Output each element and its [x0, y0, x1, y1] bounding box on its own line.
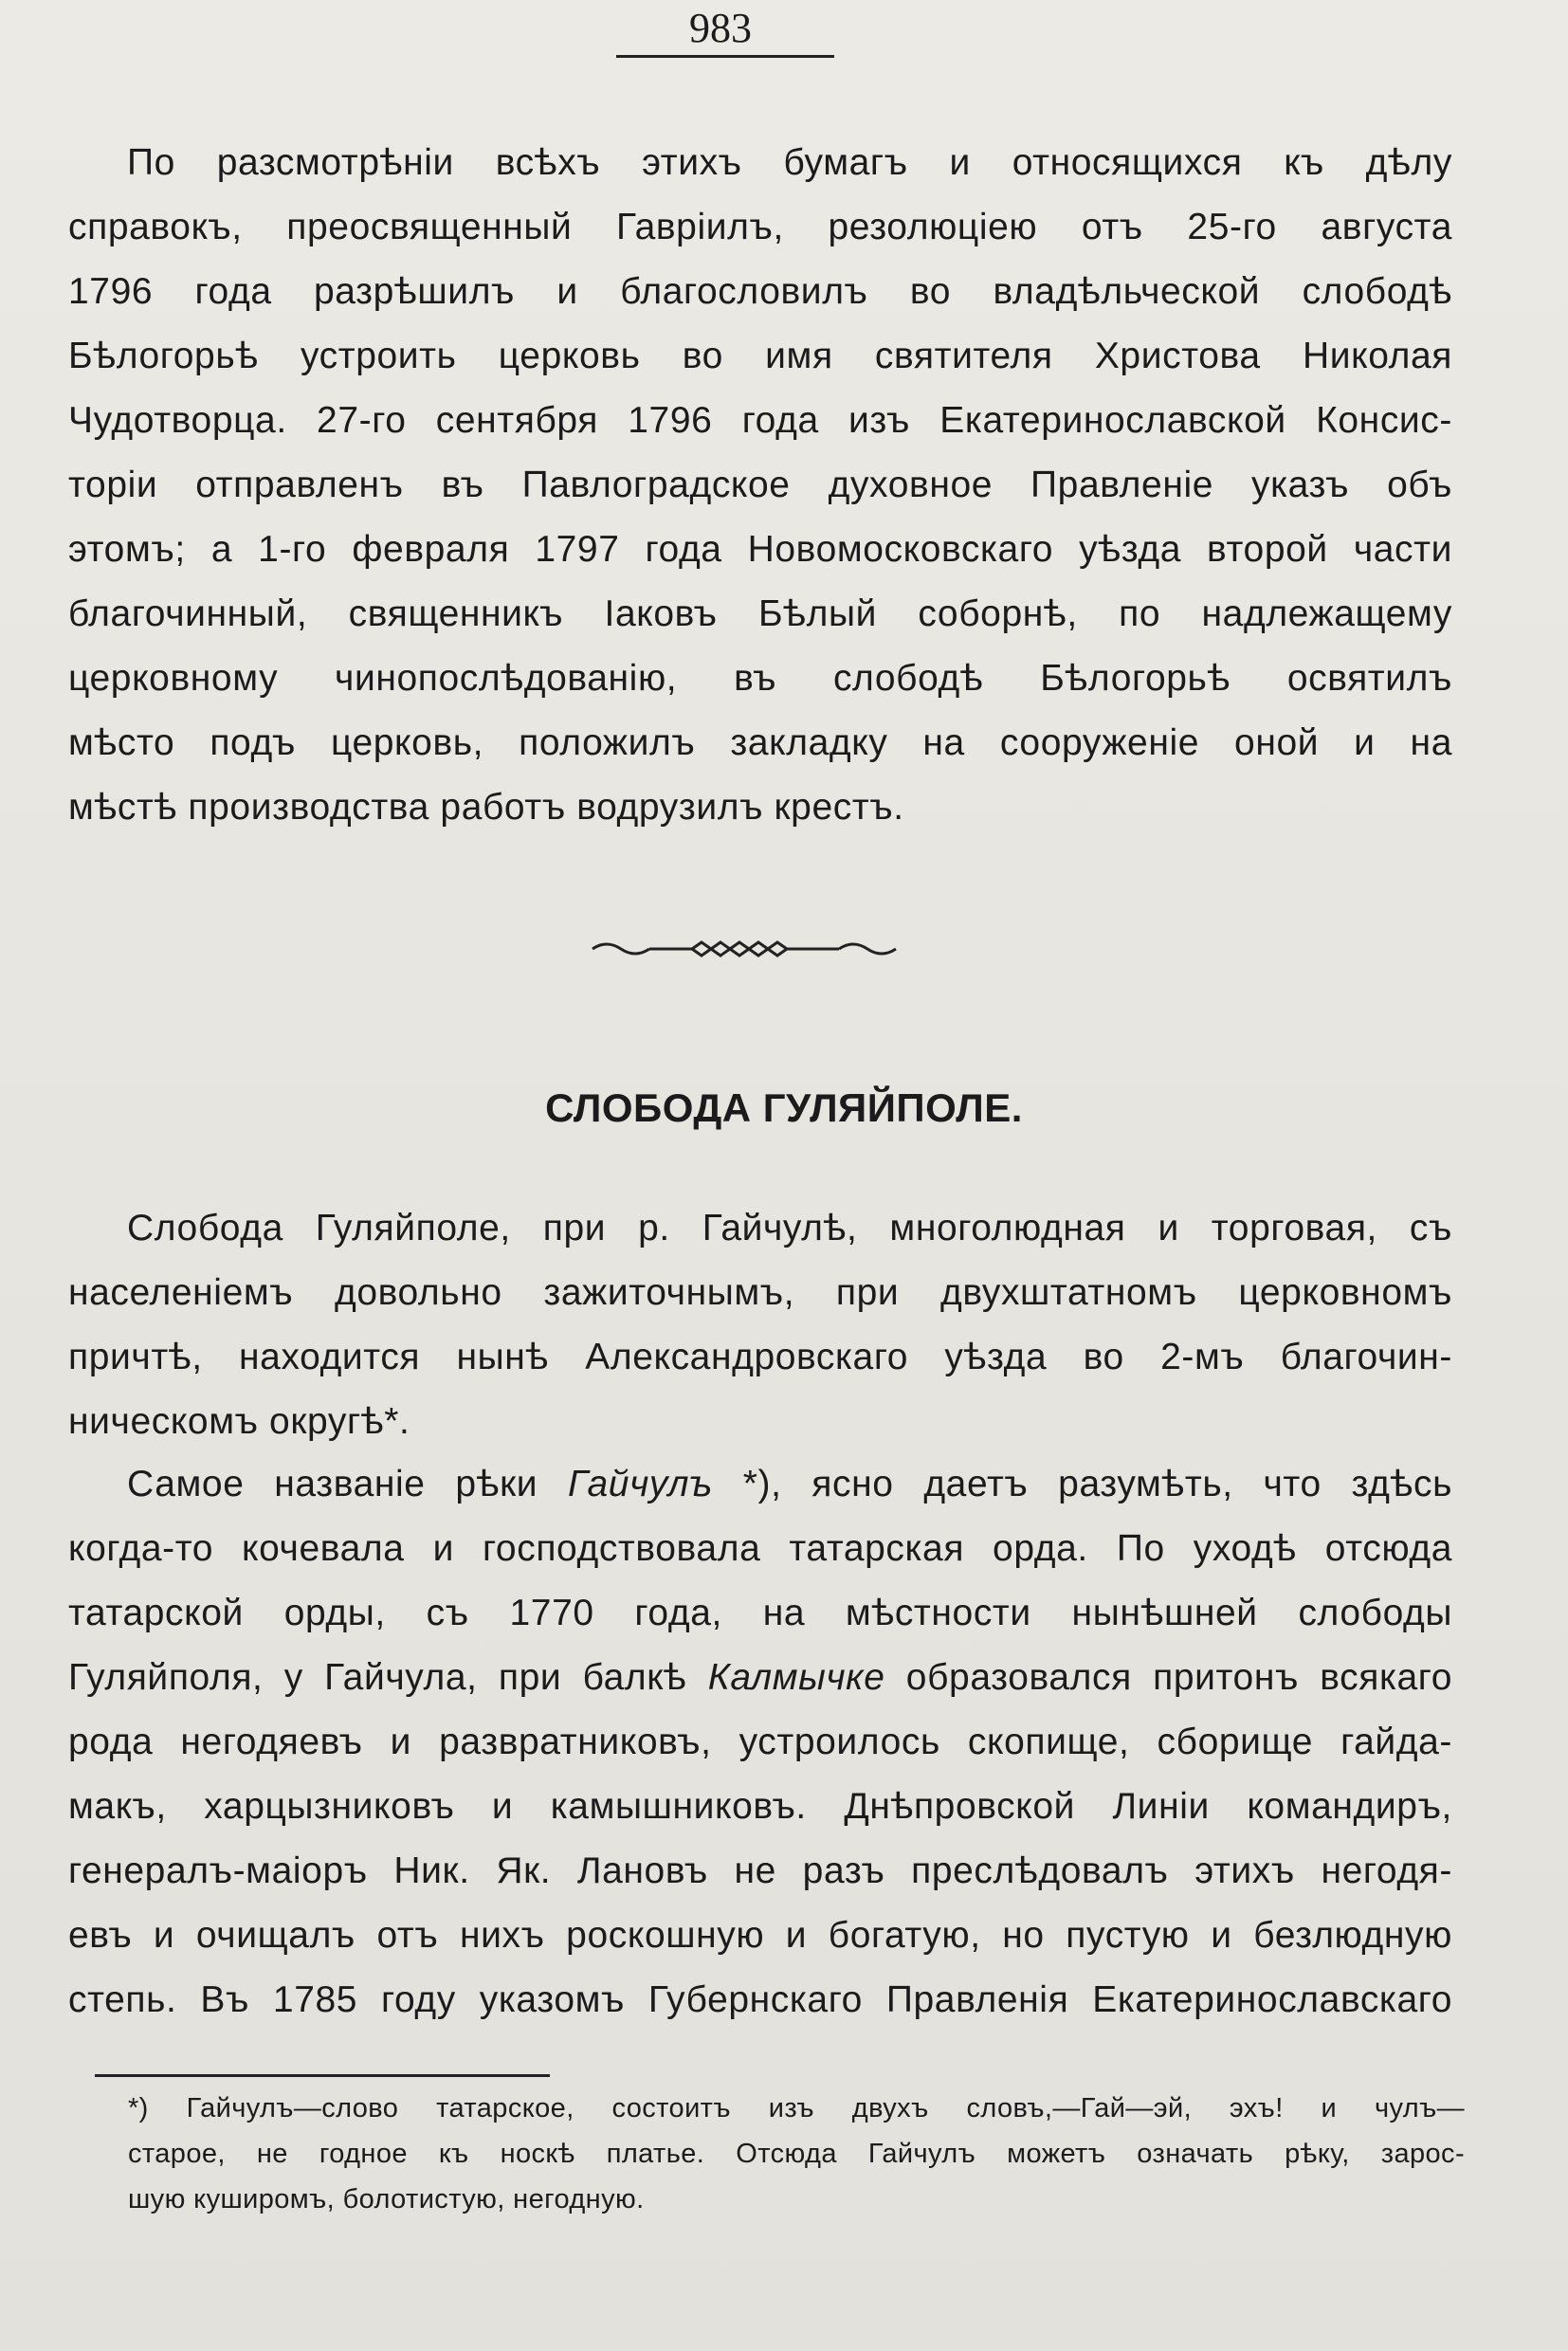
- paragraph-belogorye: [68, 131, 1452, 840]
- text-line: благочинный, священникъ Іаковъ Бѣлый соборнѣ, по надлежащему: [68, 593, 1452, 634]
- text-line: мѣстѣ производства работъ водрузилъ крестъ.: [68, 787, 904, 828]
- text-line: этомъ; а 1-го февраля 1797 года Новомосковскаго уѣзда второй части: [68, 529, 1452, 570]
- text-line: степь. Въ 1785 году указомъ Губернскаго Правленія Екатеринославскаго: [68, 1979, 1452, 2020]
- text-line: татарской орды, съ 1770 года, на мѣстности нынѣшней слободы: [68, 1593, 1452, 1633]
- text-line: рода негодяевъ и развратниковъ, устроилось скопище, сборище гайда-: [68, 1722, 1452, 1762]
- text-line: причтѣ, находится нынѣ Александровскаго уѣзда во 2-мъ благочин-: [68, 1337, 1452, 1377]
- text-line: церковному чинопослѣдованію, въ слободѣ Бѣлогорьѣ освятилъ: [68, 658, 1452, 699]
- text-line: ническомъ округѣ*.: [68, 1401, 410, 1442]
- text-line: торіи отправленъ въ Павлоградское духовное Правленіе указъ объ: [68, 465, 1452, 505]
- text-line: макъ, харцызниковъ и камышниковъ. Днѣпровской Линіи командиръ,: [68, 1786, 1452, 1827]
- page-number-rule: [616, 55, 834, 58]
- text-line: мѣсто подъ церковь, положилъ закладку на сооруженіе оной и на: [68, 722, 1452, 763]
- italic-gully-name: Калмычке: [707, 1657, 885, 1698]
- text-line: справокъ, преосвященный Гавріилъ, резолюціею отъ 25-го августа: [68, 207, 1452, 247]
- text-line: По разсмотрѣніи всѣхъ этихъ бумагъ и относящихся къ дѣлу: [127, 142, 1452, 183]
- text-line: 1796 года разрѣшилъ и благословилъ во владѣльческой слободѣ: [68, 271, 1452, 312]
- italic-river-name: Гайчулъ: [567, 1464, 713, 1504]
- footnote: [128, 2086, 1465, 2222]
- text-line: Бѣлогорьѣ устроить церковь во имя святителя Христова Николая: [68, 336, 1452, 376]
- section-title: СЛОБОДА ГУЛЯЙПОЛЕ.: [545, 1085, 1023, 1130]
- ornament-divider: [588, 934, 901, 962]
- text-line: Слобода Гуляйполе, при р. Гайчулѣ, многолюдная и торговая, съ: [127, 1208, 1452, 1248]
- paragraph-gaichul-history: [68, 1452, 1452, 2032]
- footnote-line: *) Гайчулъ—слово татарское, состоитъ изъ двухъ словъ,—Гай—эй, эхъ! и чулъ—: [128, 2093, 1465, 2123]
- text-line: когда-то кочевала и господствовала татарская орда. По уходѣ отсюда: [68, 1528, 1452, 1569]
- text-line: населеніемъ довольно зажиточнымъ, при двухштатномъ церковномъ: [68, 1272, 1452, 1313]
- paragraph-gulyaipole-intro: [68, 1196, 1452, 1454]
- page-number: 983: [689, 5, 752, 51]
- footnote-line: шую куширомъ, болотистую, негодную.: [128, 2184, 645, 2214]
- text-line: Самое названіе рѣки Гайчулъ *), ясно даетъ разумѣть, что здѣсь: [127, 1464, 1453, 1504]
- text-line: Гуляйполя, у Гайчула, при балкѣ Калмычке образовался притонъ всякаго: [68, 1657, 1453, 1698]
- text-line: генералъ-маіоръ Ник. Як. Лановъ не разъ преслѣдовалъ этихъ негодя-: [68, 1850, 1452, 1891]
- footnote-rule: [95, 2074, 550, 2077]
- text-line: Чудотворца. 27-го сентября 1796 года изъ Екатеринославской Консис-: [68, 400, 1452, 441]
- footnote-line: старое, не годное къ носкѣ платье. Отсюда Гайчулъ можетъ означать рѣку, зарос-: [128, 2139, 1465, 2169]
- text-line: евъ и очищалъ отъ нихъ роскошную и богатую, но пустую и безлюдную: [68, 1915, 1452, 1956]
